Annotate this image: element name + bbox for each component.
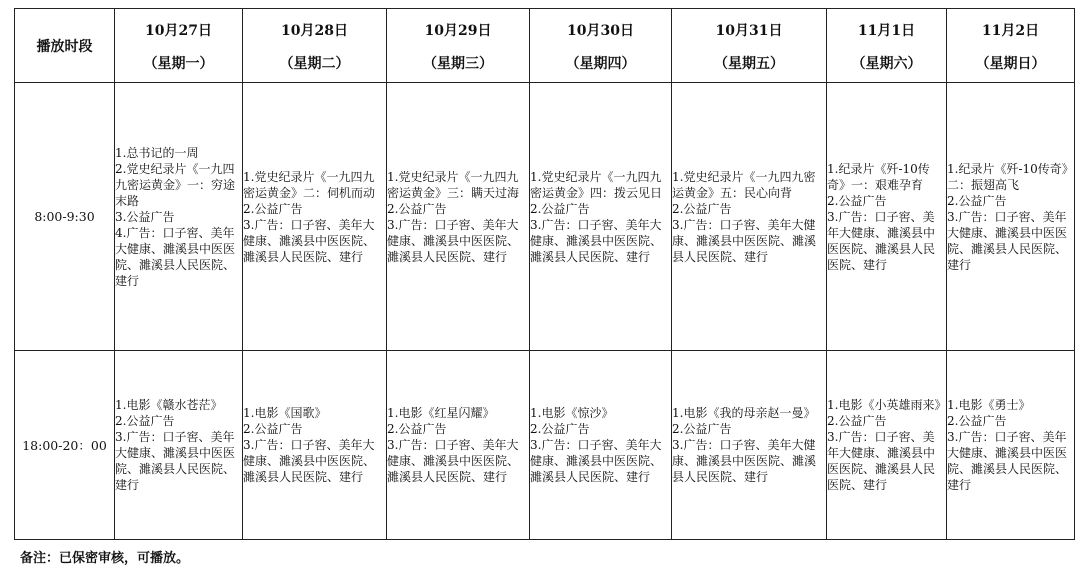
program-item: 2.公益广告 (827, 193, 887, 208)
program-item: 3.广告：口子窖、美年大健康、濉溪县中医医院、濉溪县人民医院、建行 (530, 438, 663, 484)
program-item: 2.公益广告 (827, 414, 887, 428)
program-item: 1.电影《我的母亲赵一曼》 (672, 406, 816, 420)
program-item: 2.公益广告 (387, 422, 447, 436)
schedule-row-morning (15, 83, 1075, 351)
program-cell (115, 351, 243, 540)
program-item: 2.党史纪录片《一九四九密运黄金》一：穷途末路 (115, 161, 236, 208)
program-item: 1.党史纪录片《一九四九密运黄金》五：民心向背 (672, 169, 816, 200)
program-cell (827, 83, 947, 351)
program-cell (947, 351, 1075, 540)
program-item: 3.广告：口子窖、美年大健康、濉溪县中医医院、濉溪县人民医院、建行 (243, 217, 376, 264)
program-item: 1.纪录片《歼-10传奇》二：振翅高飞 (947, 161, 1074, 192)
day-header (530, 9, 672, 83)
day-header (827, 9, 947, 83)
day-weekday: （星期日） (975, 55, 1046, 72)
program-item: 1.总书记的一周 (115, 145, 199, 160)
program-cell (827, 351, 947, 540)
program-item: 3.广告：口子窖、美年大健康、濉溪县中医医院、濉溪县人民医院、建行 (827, 209, 936, 272)
program-item: 2.公益广告 (243, 422, 303, 436)
program-item: 1.电影《红星闪耀》 (387, 406, 495, 420)
header-row (15, 9, 1075, 83)
day-weekday: （星期四） (565, 55, 636, 72)
program-item: 3.广告：口子窖、美年大健康、濉溪县中医医院、濉溪县人民医院、建行 (827, 430, 936, 492)
program-item: 1.电影《国歌》 (243, 406, 327, 420)
day-header (947, 9, 1075, 83)
day-weekday: （星期三） (423, 55, 493, 72)
day-weekday: （星期六） (851, 55, 922, 72)
program-item: 2.公益广告 (387, 201, 447, 216)
day-date: 10月27日 (145, 22, 212, 39)
day-weekday: （星期一） (143, 55, 214, 72)
program-cell (115, 83, 243, 351)
schedule-row-evening (15, 351, 1075, 540)
program-item: 3.广告：口子窖、美年大健康、濉溪县中医医院、濉溪县人民医院、建行 (243, 438, 376, 484)
day-date: 10月29日 (424, 22, 492, 39)
program-item: 3.广告：口子窖、美年大健康、濉溪县中医医院、濉溪县人民医院、建行 (530, 217, 663, 264)
day-date: 10月28日 (281, 22, 348, 39)
program-item: 1.纪录片《歼-10传奇》一：艰难孕育 (827, 161, 930, 192)
program-item: 2.公益广告 (530, 422, 590, 436)
program-item: 3.广告：口子窖、美年大健康、濉溪县中医医院、濉溪县人民医院、建行 (115, 430, 236, 492)
program-item: 2.公益广告 (243, 201, 303, 216)
program-item: 3.公益广告 (115, 209, 175, 224)
slot-header: 播放时段 (15, 9, 115, 83)
program-item: 3.广告：口子窖、美年大健康、濉溪县中医医院、濉溪县人民医院、建行 (672, 217, 817, 264)
program-item: 2.公益广告 (947, 193, 1007, 208)
program-item: 3.广告：口子窖、美年大健康、濉溪县中医医院、濉溪县人民医院、建行 (387, 217, 520, 264)
program-item: 3.广告：口子窖、美年大健康、濉溪县中医医院、濉溪县人民医院、建行 (672, 438, 817, 484)
program-item: 2.公益广告 (672, 422, 732, 436)
program-cell (387, 83, 530, 351)
program-item: 3.广告：口子窖、美年大健康、濉溪县中医医院、濉溪县人民医院、建行 (947, 209, 1068, 272)
day-date: 11月1日 (857, 22, 916, 39)
program-item: 1.电影《赣水苍茫》 (115, 398, 223, 412)
program-item: 2.公益广告 (672, 201, 732, 216)
program-item: 1.电影《惊沙》 (530, 406, 614, 420)
program-cell (672, 83, 827, 351)
day-header (387, 9, 530, 83)
program-item: 3.广告：口子窖、美年大健康、濉溪县中医医院、濉溪县人民医院、建行 (947, 430, 1068, 492)
program-cell (947, 83, 1075, 351)
program-item: 1.党史纪录片《一九四九密运黄金》三：瞒天过海 (387, 169, 520, 200)
program-item: 2.公益广告 (947, 414, 1007, 428)
day-header (672, 9, 827, 83)
program-cell (530, 83, 672, 351)
program-cell (387, 351, 530, 540)
program-cell (672, 351, 827, 540)
day-header (115, 9, 243, 83)
program-cell (530, 351, 672, 540)
broadcast-schedule-table (14, 8, 1075, 540)
approval-note: 备注：已保密审核，可播放。 (20, 551, 190, 566)
program-item: 3.广告：口子窖、美年大健康、濉溪县中医医院、濉溪县人民医院、建行 (387, 438, 520, 484)
day-date: 10月30日 (567, 22, 634, 39)
program-item: 1.电影《勇士》 (947, 398, 1031, 412)
program-item: 2.公益广告 (530, 201, 590, 216)
program-item: 1.电影《小英雄雨来》 (827, 398, 947, 412)
day-header (243, 9, 387, 83)
day-weekday: （星期二） (279, 55, 350, 72)
program-item: 2.公益广告 (115, 414, 175, 428)
program-cell (243, 351, 387, 540)
program-item: 1.党史纪录片《一九四九密运黄金》二：伺机而动 (243, 169, 376, 200)
day-date: 11月2日 (981, 22, 1040, 39)
program-item: 1.党史纪录片《一九四九密运黄金》四：拨云见日 (530, 169, 663, 200)
program-item: 4.广告：口子窖、美年大健康、濉溪县中医医院、濉溪县人民医院、建行 (115, 225, 236, 288)
time-slot-label: 8:00-9:30 (15, 83, 115, 351)
time-slot-label: 18:00-20：00 (15, 351, 115, 540)
day-weekday: （星期五） (714, 55, 784, 72)
program-cell (243, 83, 387, 351)
day-date: 10月31日 (715, 22, 783, 39)
